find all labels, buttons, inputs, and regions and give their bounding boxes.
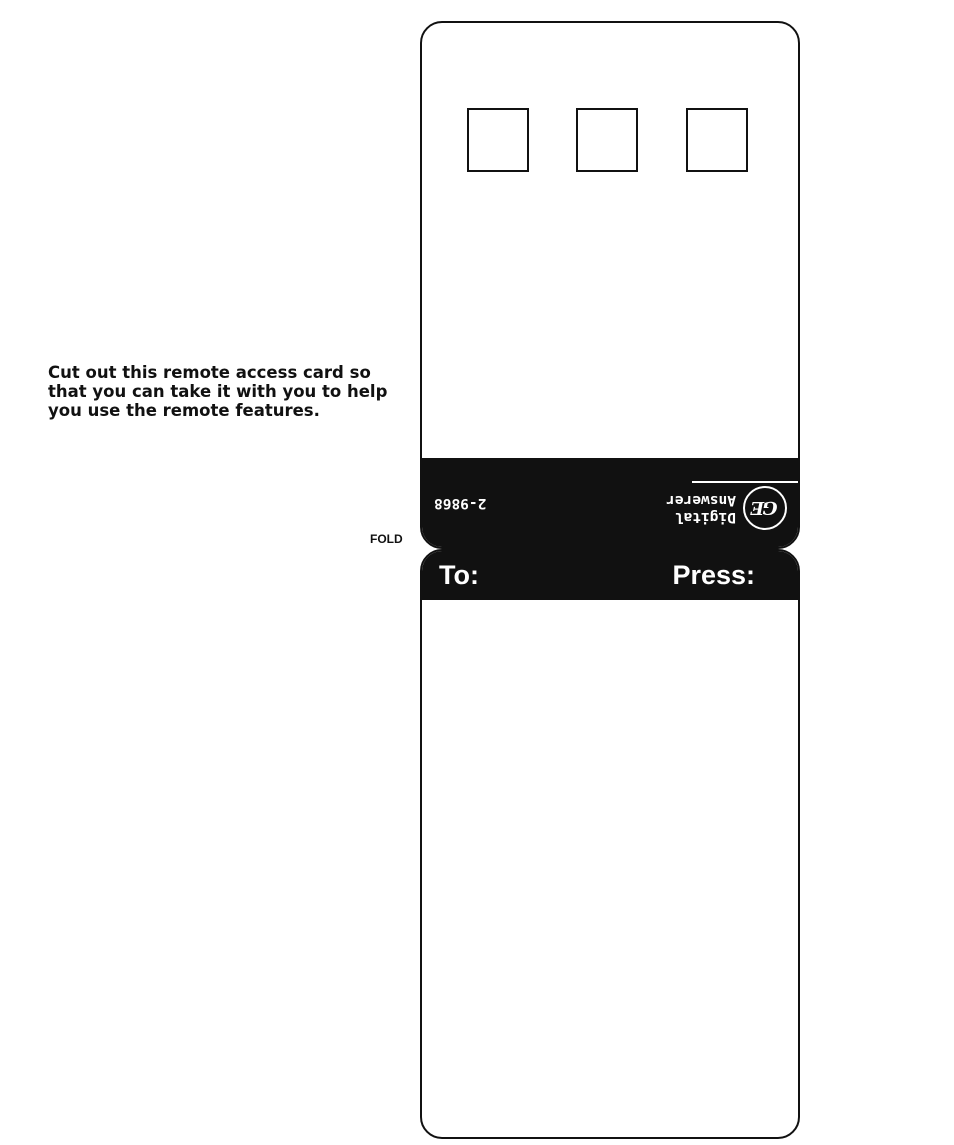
cut-out-instructions [48,363,420,420]
product-name-line-2: Answerer [666,492,736,508]
logo-lettering: GE [752,497,778,519]
product-name-line-1: Digital [674,509,736,525]
remote-access-card-back [420,549,800,1139]
brand-band-rotated [422,458,798,547]
to-column-header: To: [439,560,479,590]
brand-band [422,458,798,547]
instructions-line-1: Cut out this remote access card so [48,363,371,382]
instructions-line-3: you use the remote features. [48,401,320,420]
model-number: 2-9868 [434,495,487,511]
band-divider-line [692,481,798,483]
access-code-box-2[interactable] [576,108,638,172]
command-table-header [422,551,798,600]
ge-monogram-icon [743,486,787,530]
access-code-box-3[interactable] [686,108,748,172]
instructions-line-2: that you can take it with you to help [48,382,388,401]
remote-access-card-front [420,21,800,549]
fold-label: FOLD [370,532,403,546]
access-code-box-1[interactable] [467,108,529,172]
product-name [666,491,736,525]
press-column-header: Press: [672,560,755,590]
